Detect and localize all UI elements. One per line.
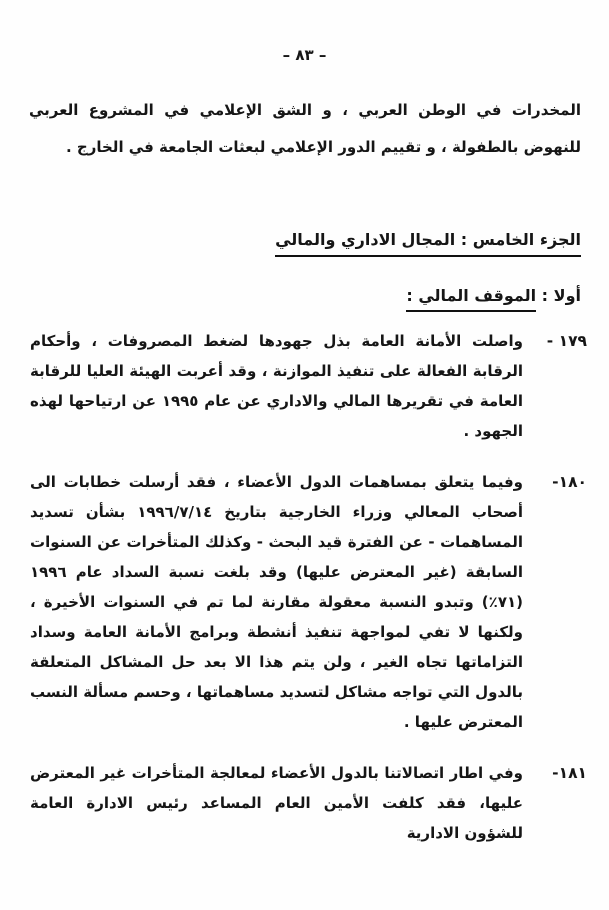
item-text: واصلت الأمانة العامة بذل جهودها لضغط المصروفات ، وأحكام الرقابة الفعالة على تنفيذ الموازنة ، وقد أعربت الهيئة العليا للرقابة العامة في تقريرها المالي والاداري عن عام ١٩٩٥ عن ارتياحها لهذه الجهود . [30,332,524,440]
item-number: ١٧٩ - [546,332,587,350]
numbered-item [30,758,587,848]
subsection-heading [406,286,581,305]
section-heading-text: الجزء الخامس : المجال الاداري والمالي [275,230,581,257]
numbered-item [30,326,587,446]
item-number: ١٨٠- [552,473,587,491]
section-heading [275,230,581,249]
item-text: وفيما يتعلق بمساهمات الدول الأعضاء ، فقد أرسلت خطابات الى أصحاب المعالي وزراء الخارجية بتاريخ ١٩٩٦/٧/١٤ بشأن تسديد المساهمات - عن الفترة قيد البحث - وكذلك المتأخرات عن السنوات السابقة (غير المعترض عليها) وقد بلغت نسبة السداد عام ١٩٩٦ (٧١٪) وتبدو النسبة معقولة مقارنة لما تم في السنوات الأخيرة ، ولكنها لا تفي لمواجهة تنفيذ أنشطة وبرامج الأمانة العامة وسداد التزاماتها تجاه الغير ، ولن يتم هذا الا بعد حل المشاكل المتعلقة بالدول التي تواجه مشاكل لتسديد مساهماتها ، وحسم مسألة النسب المعترض عليها . [30,473,523,731]
item-number: ١٨١- [552,764,587,782]
subsection-prefix: أولا : [536,286,581,305]
intro-paragraph: المخدرات في الوطن العربي ، و الشق الإعلامي في المشروع العربي للنهوض بالطفولة ، و تقييم الدور الإعلامي لبعثات الجامعة في الخارج . [29,101,581,156]
numbered-item [30,467,587,737]
item-text: وفي اطار اتصالاتنا بالدول الأعضاء لمعالجة المتأخرات غير المعترض عليها، فقد كلفت الأمين العام المساعد رئيس الادارة العامة للشؤون الادارية [30,764,523,842]
items-list [30,326,587,869]
page-number: – ٨٣ – [282,46,327,64]
subsection-title: الموقف المالي : [406,286,536,312]
